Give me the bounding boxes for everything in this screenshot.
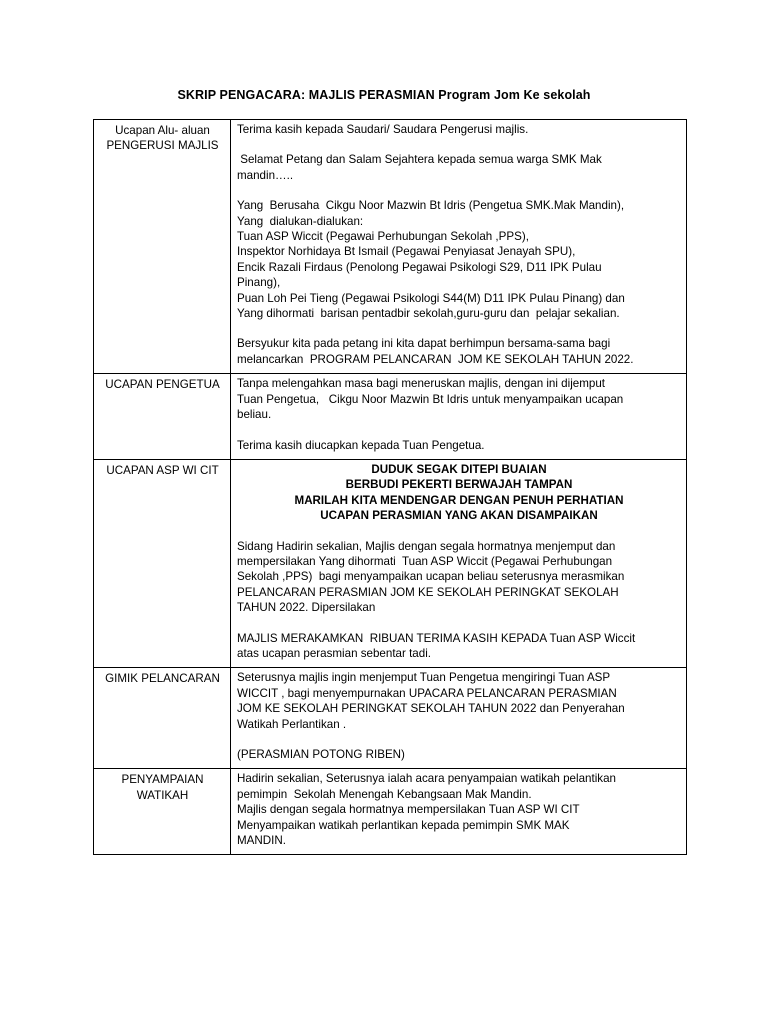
table-row: [94, 374, 687, 460]
text-line: Terima kasih kepada Saudari/ Saudara Pengerusi majlis.: [237, 123, 529, 136]
pantun-line: MARILAH KITA MENDENGAR DENGAN PENUH PERHATIAN: [294, 493, 624, 507]
text-line: Tanpa melengahkan masa bagi meneruskan majlis, dengan ini dijemput: [237, 377, 605, 391]
text-line: Menyampaikan watikah perlantikan kepada pemimpin SMK MAK: [237, 818, 570, 832]
text-line: Hadirin sekalian, Seterusnya ialah acara penyampaian watikah pelantikan: [237, 772, 616, 786]
text-line: Bersyukur kita pada petang ini kita dapat berhimpun bersama-sama bagi: [237, 337, 611, 351]
role-label: GIMIK PELANCARAN: [105, 672, 220, 686]
role-cell: [94, 668, 231, 769]
table-row: [94, 668, 687, 769]
text-line: Pinang),: [237, 276, 281, 290]
text-line: atas ucapan perasmian sebentar tadi.: [237, 646, 431, 660]
text-line: MANDIN.: [237, 834, 286, 848]
text-line: Terima kasih diucapkan kepada Tuan Pengetua.: [237, 438, 485, 452]
paragraph-gap: [237, 321, 681, 336]
content-cell: [231, 120, 687, 374]
table-row: [94, 120, 687, 374]
text-line: Tuan ASP Wiccit (Pegawai Perhubungan Sekolah ,PPS),: [237, 230, 529, 244]
text-line: JOM KE SEKOLAH PERINGKAT SEKOLAH TAHUN 2022 dan Penyerahan: [237, 702, 625, 716]
text-line: Seterusnya majlis ingin menjemput Tuan Pengetua mengiringi Tuan ASP: [237, 671, 611, 685]
table-row: [94, 769, 687, 855]
pantun-line: BERBUDI PEKERTI BERWAJAH TAMPAN: [345, 478, 573, 492]
text-line: Encik Razali Firdaus (Penolong Pegawai Psikologi S29, D11 IPK Pulau: [237, 260, 602, 274]
paragraph-gap: [237, 616, 681, 631]
text-line: mandin…..: [237, 168, 294, 182]
role-label: UCAPAN ASP WI CIT: [106, 463, 219, 477]
text-line: Majlis dengan segala hormatnya mempersilakan Tuan ASP WI CIT: [237, 803, 580, 817]
role-label: Ucapan Alu- aluan: [115, 124, 210, 137]
paragraph-gap: [237, 524, 681, 539]
text-line: Yang dialukan-dialukan:: [237, 214, 364, 228]
text-line: (PERASMIAN POTONG RIBEN): [237, 748, 405, 761]
text-line: melancarkan PROGRAM PELANCARAN JOM KE SEKOLAH TAHUN 2022.: [237, 352, 634, 366]
text-line: PELANCARAN PERASMIAN JOM KE SEKOLAH PERINGKAT SEKOLAH: [237, 585, 619, 599]
text-line: TAHUN 2022. Dipersilakan: [237, 601, 376, 615]
role-cell: [94, 769, 231, 855]
role-cell: [94, 120, 231, 374]
text-line: Yang Berusaha Cikgu Noor Mazwin Bt Idris (Pengetua SMK.Mak Mandin),: [237, 199, 625, 213]
paragraph-gap: [237, 137, 681, 152]
text-line: Puan Loh Pei Tieng (Pegawai Psikologi S44(M) D11 IPK Pulau Pinang) dan: [237, 291, 625, 305]
text-line: Tuan Pengetua, Cikgu Noor Mazwin Bt Idris untuk menyampaikan ucapan: [237, 392, 624, 406]
text-line: Sekolah ,PPS) bagi menyampaikan ucapan beliau seterusnya merasmikan: [237, 570, 625, 584]
text-line: Watikah Perlantikan .: [237, 717, 347, 731]
script-table-body: [94, 120, 687, 855]
text-line: beliau.: [237, 408, 272, 422]
document-title: SKRIP PENGACARA: MAJLIS PERASMIAN Program Jom Ke sekolah: [177, 88, 591, 102]
text-line: Selamat Petang dan Salam Sejahtera kepada semua warga SMK Mak: [237, 153, 602, 167]
text-line: Inspektor Norhidaya Bt Ismail (Pegawai Penyiasat Jenayah SPU),: [237, 245, 576, 259]
table-row: [94, 459, 687, 667]
role-cell: [94, 459, 231, 667]
text-line: WICCIT , bagi menyempurnakan UPACARA PELANCARAN PERASMIAN: [237, 686, 617, 700]
paragraph-gap: [237, 423, 681, 438]
text-line: Yang dihormati barisan pentadbir sekolah,guru-guru dan pelajar sekalian.: [237, 307, 620, 321]
content-cell: [231, 668, 687, 769]
role-label: PENGERUSI MAJLIS: [106, 139, 219, 153]
paragraph-gap: [237, 732, 681, 747]
script-table: [93, 119, 687, 855]
role-label: WATIKAH: [136, 788, 189, 802]
text-line: mempersilakan Yang dihormati Tuan ASP Wiccit (Pegawai Perhubungan: [237, 554, 613, 568]
content-cell: [231, 459, 687, 667]
content-cell: [231, 769, 687, 855]
text-line: MAJLIS MERAKAMKAN RIBUAN TERIMA KASIH KEPADA Tuan ASP Wiccit: [237, 631, 636, 645]
text-line: Sidang Hadirin sekalian, Majlis dengan segala hormatnya menjemput dan: [237, 539, 616, 553]
role-cell: [94, 374, 231, 460]
paragraph-gap: [237, 183, 681, 198]
pantun-line: DUDUK SEGAK DITEPI BUAIAN: [371, 462, 547, 476]
pantun-line: UCAPAN PERASMIAN YANG AKAN DISAMPAIKAN: [320, 509, 598, 523]
text-line: pemimpin Sekolah Menengah Kebangsaan Mak Mandin.: [237, 787, 532, 801]
content-cell: [231, 374, 687, 460]
role-label: PENYAMPAIAN: [121, 773, 204, 787]
role-label: UCAPAN PENGETUA: [105, 378, 220, 392]
